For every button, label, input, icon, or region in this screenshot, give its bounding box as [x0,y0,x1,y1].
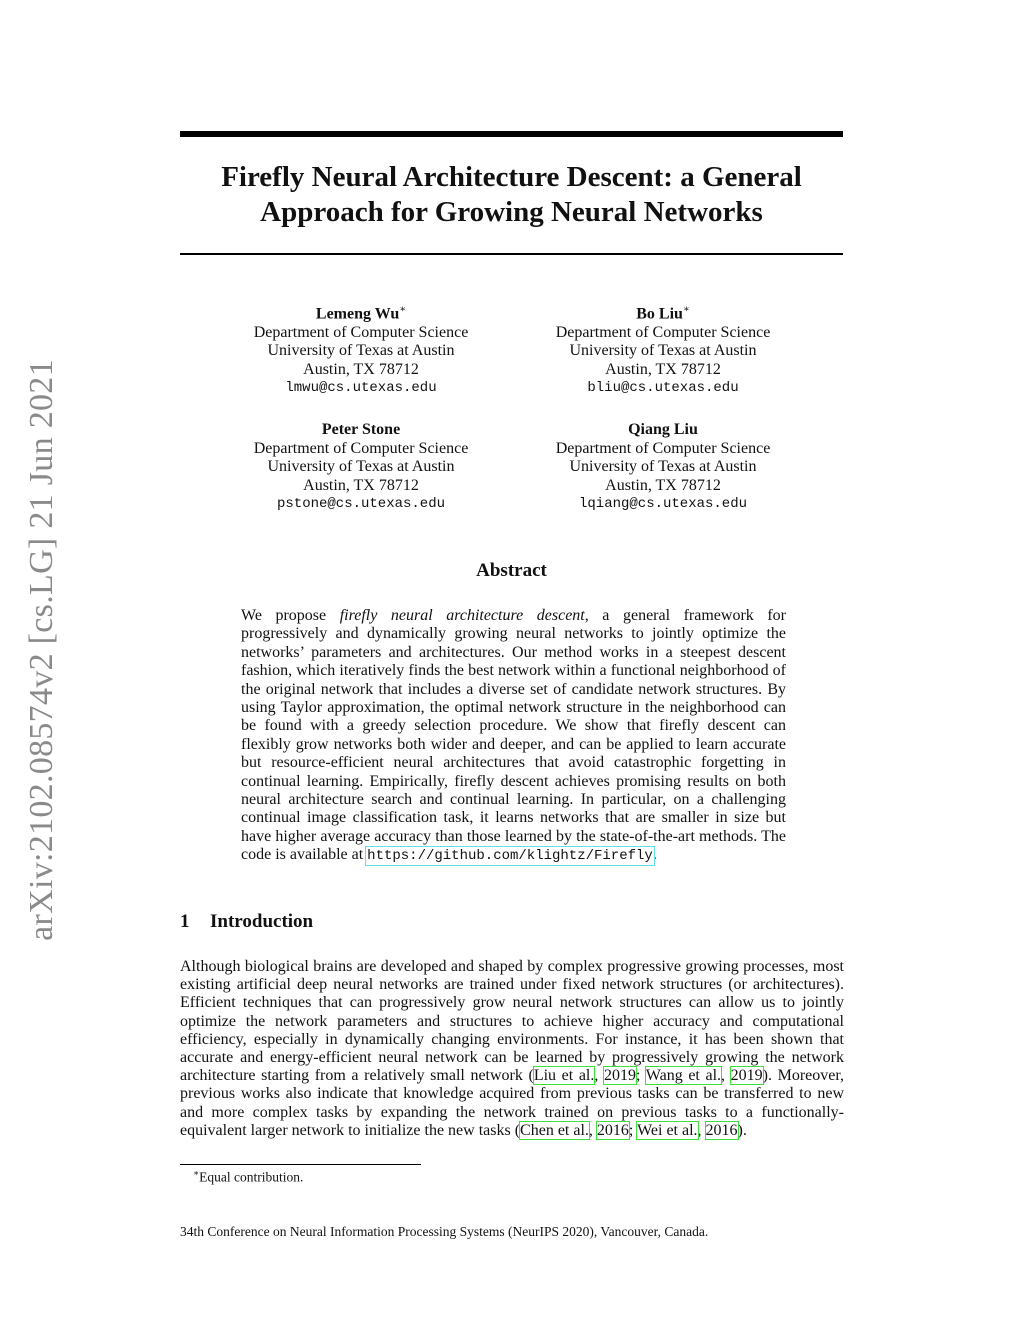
citation-link[interactable]: Wang et al. [645,1067,722,1085]
author-university: University of Texas at Austin [267,458,455,475]
author-name: Bo Liu [636,305,683,323]
citation-separator: ; [628,1121,638,1139]
code-url-link[interactable]: https://github.com/klightz/Firefly [367,848,653,865]
citation-year-link[interactable]: 2019 [730,1067,763,1085]
author-block [211,421,511,514]
abstract-end: . [652,846,657,864]
footnote-mark: ∗ [193,1168,200,1178]
author-city: Austin, TX 78712 [605,476,721,494]
footnote-text: Equal contribution. [199,1169,304,1185]
author-email[interactable]: lqiang@cs.utexas.edu [578,496,748,512]
title-line-1: Firefly Neural Architecture Descent: a General [221,161,802,193]
citation-comma: , [697,1121,706,1139]
abstract-body: , a general framework for progressively and dynamically growing neural networks to jointly optimize the networks’ parameters and architectures. Our method works in a steepest descent fashion, which iteratively finds the best network within a functional neighborhood of the original network that includes a diverse set of candidate network structures. By using Taylor approximation, the optimal network structure in the neighborhood can be found with a greedy selection procedure. We show that firefly descent can flexibly grow networks both wider and deeper, and can be applied to learn accurate but resource-efficient neural architectures that avoid catastrophic forgetting in continual learning. Empirically, firefly descent achieves promising results on both neural architecture search and continual learning. In particular, on a challenging continual image classification task, it learns networks that are smaller in size but have higher average accuracy than those learned by the state-of-the-art methods. The code is available at [241,607,787,864]
introduction-paragraph [180,958,844,1140]
equal-contribution-mark: ∗ [682,304,690,315]
arxiv-stamp-text: arXiv:2102.08574v2 [cs.LG] 21 Jun 2021 [23,359,60,941]
author-department: Department of Computer Science [253,439,469,457]
author-department: Department of Computer Science [555,323,771,341]
citation-year-link[interactable]: 2016 [705,1121,738,1139]
intro-text: Although biological brains are developed and shaped by complex progressive growing processes, most existing artificial deep neural networks are trained under fixed network structures (or architectures). Efficient techniques that can progressively grow neural network structures can allow us to jointly optimize the network parameters and structures to achieve higher accuracy and computational efficiency, especially in dynamically changing environments. For instance, it has been shown that accurate and energy-efficient neural network can be learned by progressively growing the network architecture starting from a relatively small network ( [180,958,844,1085]
author-department: Department of Computer Science [555,439,771,457]
author-university: University of Texas at Austin [569,458,757,475]
paper-title [180,160,843,230]
arxiv-stamp [22,360,62,940]
citation-link[interactable]: Liu et al. [533,1067,595,1085]
author-email[interactable]: pstone@cs.utexas.edu [276,496,446,512]
section-heading-introduction [180,911,313,933]
author-city: Austin, TX 78712 [605,360,721,378]
citation-comma: , [594,1067,604,1085]
author-city: Austin, TX 78712 [303,476,419,494]
abstract-heading: Abstract [476,560,547,581]
author-department: Department of Computer Science [253,323,469,341]
author-university: University of Texas at Austin [267,342,455,360]
citation-comma: , [588,1121,597,1139]
equal-contribution-mark: ∗ [399,304,407,315]
title-bottom-rule [180,253,843,255]
citation-link[interactable]: Wei et al. [637,1121,698,1139]
author-name: Peter Stone [321,421,401,438]
intro-text: ). [737,1121,747,1139]
author-block [211,301,511,398]
abstract-intro: We propose [241,607,340,624]
citation-year-link[interactable]: 2019 [604,1067,636,1085]
venue-footer: 34th Conference on Neural Information Processing Systems (NeurIPS 2020), Vancouver, Canada. [180,1224,709,1239]
author-university: University of Texas at Austin [569,342,757,360]
author-block [513,421,813,514]
title-top-rule [180,131,843,137]
author-email[interactable]: lmwu@cs.utexas.edu [285,380,437,397]
author-email[interactable]: bliu@cs.utexas.edu [587,380,739,397]
citation-link[interactable]: Chen et al. [520,1121,589,1139]
citation-year-link[interactable]: 2016 [596,1121,629,1139]
abstract-text [241,607,786,866]
author-city: Austin, TX 78712 [303,360,419,378]
section-title: Introduction [210,911,314,932]
method-name: firefly neural architecture descent [339,607,585,624]
footnote [193,1168,303,1186]
author-name: Qiang Liu [628,421,698,438]
citation-comma: , [721,1067,731,1085]
author-name: Lemeng Wu [315,305,400,323]
title-line-2: Approach for Growing Neural Networks [260,196,763,228]
author-block [513,301,813,398]
footnote-rule [180,1164,421,1165]
intro-text: ). Moreover, previous works also indicate that knowledge acquired from previous tasks can be transferred to new and more complex tasks by expanding the network trained on previous tasks to a functionally-equivalent larger network to initialize the new tasks ( [180,1067,845,1139]
citation-separator: ; [636,1067,646,1085]
section-number: 1 [180,911,190,932]
